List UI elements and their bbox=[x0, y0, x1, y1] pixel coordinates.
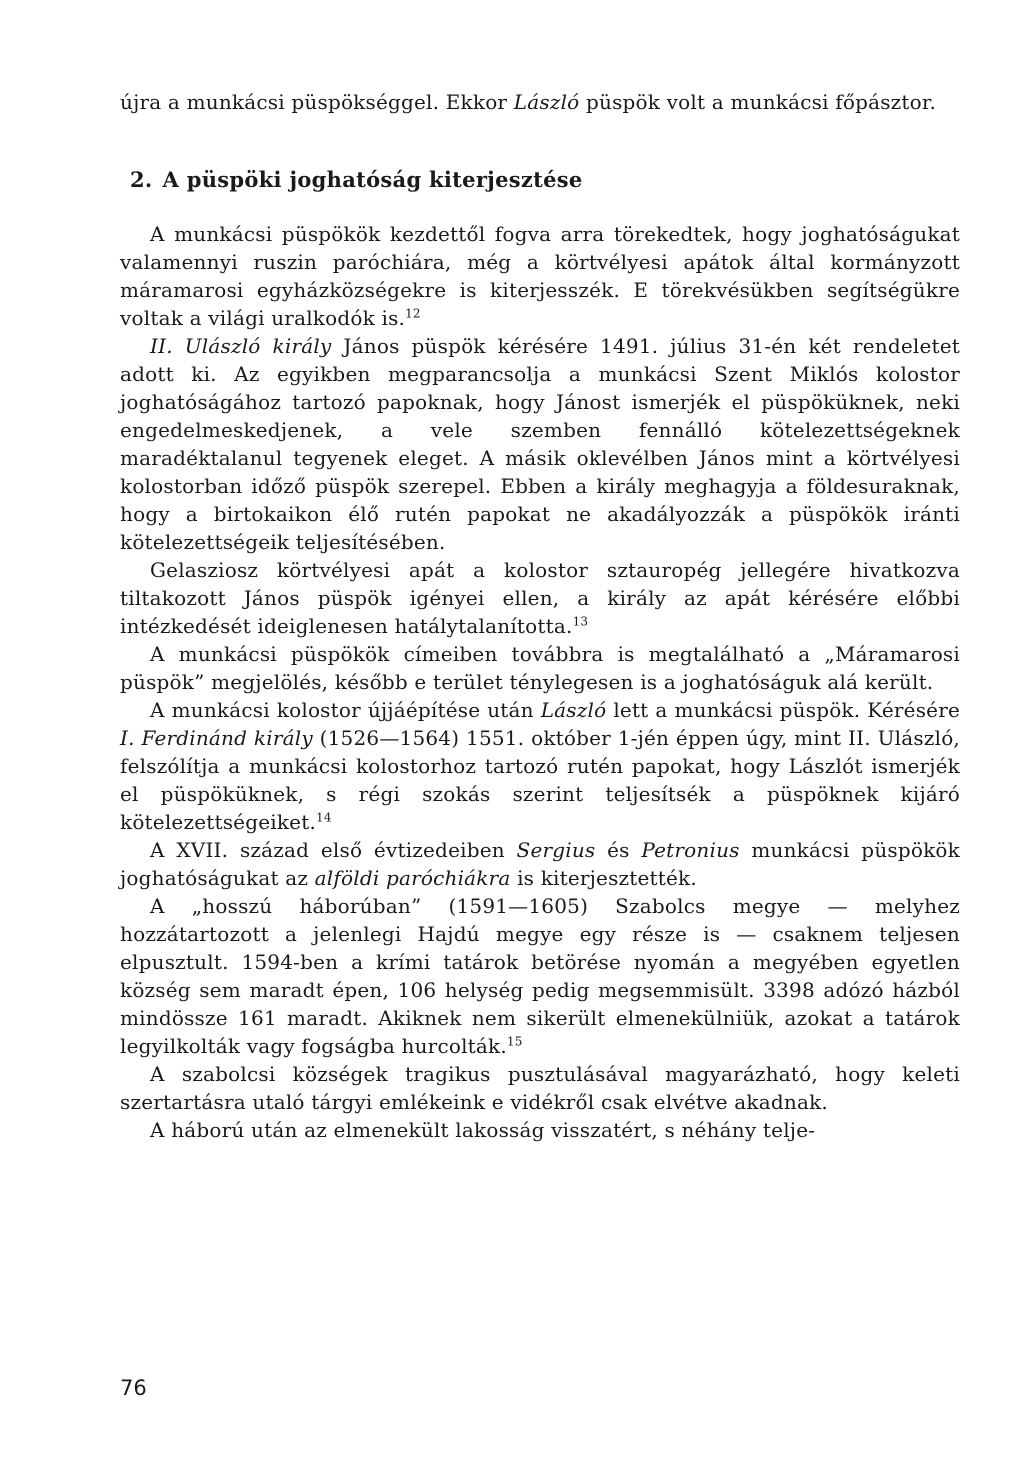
italic-name: II. Ulászló király bbox=[150, 334, 332, 358]
italic-name: Petronius bbox=[641, 838, 740, 862]
footnote-ref: 14 bbox=[316, 810, 332, 825]
italic-name: László bbox=[540, 698, 607, 722]
paragraph-9: A háború után az elmenekült lakosság visszatért, s néhány telje- bbox=[150, 1118, 816, 1142]
section-number: 2. bbox=[130, 167, 153, 192]
italic-name: I. Ferdinánd király bbox=[120, 726, 313, 750]
italic-name: Sergius bbox=[516, 838, 596, 862]
text-column bbox=[120, 88, 960, 1144]
paragraph-1: A munkácsi püspökök kezdettől fogva arra törekedtek, hogy joghatóságukat valamennyi ruszin paróchiára, még a körtvélyesi apátok által kormányzott máramarosi egyházközségekre is kiterjesszék. E törekvésükben segítségükre voltak a világi uralkodók is.$^{12}$ bbox=[120, 222, 960, 330]
section-title: A püspöki joghatóság kiterjesztése bbox=[162, 167, 583, 192]
section-heading bbox=[120, 166, 960, 194]
paragraph-4: A munkácsi püspökök címeiben továbbra is megtalálható a „Máramarosi püspök” megjelölés, később e terület ténylegesen is a joghatóságuk alá került. bbox=[120, 642, 960, 694]
paragraph-7: A „hosszú háborúban” (1591—1605) Szabolcs megye — melyhez hozzátartozott a jelenlegi Hajdú megye egy része is — csaknem teljesen elpusztult. 1594-ben a krími tatárok betörése nyomán a megyében egyetlen község sem maradt épen, 106 helység pedig megsemmisült. 3398 adózó házból mindössze 161 maradt. Akiknek nem sikerült elmenekülniük, azokat a tatárok legyilkolták vagy fogságba hurcolták.$^{15}$ bbox=[120, 894, 960, 1058]
footnote-ref: 15 bbox=[506, 1034, 523, 1049]
page-number: 76 bbox=[120, 1376, 147, 1400]
footnote-ref: 13 bbox=[572, 614, 589, 629]
paragraph-8: A szabolcsi községek tragikus pusztulásával magyarázható, hogy keleti szertartásra utaló tárgyi emlékeink e vidékről csak elvétve akadnak. bbox=[120, 1062, 960, 1114]
paragraph-3: Gelasziosz körtvélyesi apát a kolostor sztauropég jellegére hivatkozva tiltakozott János püspök igényei ellen, a király az apát kérésére előbbi intézkedését ideiglenesen hatálytalanította.$^{13}$ bbox=[120, 558, 960, 638]
intro-paragraph: újra a munkácsi püspökséggel. Ekkor László püspök volt a munkácsi főpásztor. bbox=[120, 90, 937, 114]
paragraph-2: II. Ulászló király János püspök kérésére 1491. július 31-én két rendeletet adott ki. Az egyikben megparancsolja a munkácsi Szent Miklós kolostor joghatóságához tartozó papoknak, hogy Jánost ismerjék el püspöküknek, neki engedelmeskedjenek, a vele szemben fennálló kötelezettségeknek maradéktalanul tegyenek eleget. A másik oklevélben János mint a körtvélyesi kolostorban időző püspök szerepel. Ebben a király meghagyja a földesuraknak, hogy a birtokaikon élő rutén papokat ne akadályozzák a püspökök iránti kötelezettségeik teljesítésében. bbox=[120, 334, 960, 554]
footnote-ref: 12 bbox=[405, 306, 421, 321]
paragraph-6: A XVII. század első évtizedeiben Sergius és Petronius munkácsi püspökök joghatóságukat az alföldi paróchiákra is kiterjesztették. bbox=[120, 838, 960, 890]
italic-name: László bbox=[513, 90, 580, 114]
italic-phrase: alföldi paróchiákra bbox=[314, 866, 511, 890]
paragraph-5: A munkácsi kolostor újjáépítése után László lett a munkácsi püspök. Kérésére I. Ferdinánd király (1526—1564) 1551. október 1-jén éppen úgy, mint II. Ulászló, felszólítja a munkácsi kolostorhoz tartozó rutén papokat, hogy Lászlót ismerjék el püspöküknek, s régi szokás szerint teljesítsék a püspöknek kijáró kötelezettségeiket.$^{14}$ bbox=[120, 698, 961, 834]
